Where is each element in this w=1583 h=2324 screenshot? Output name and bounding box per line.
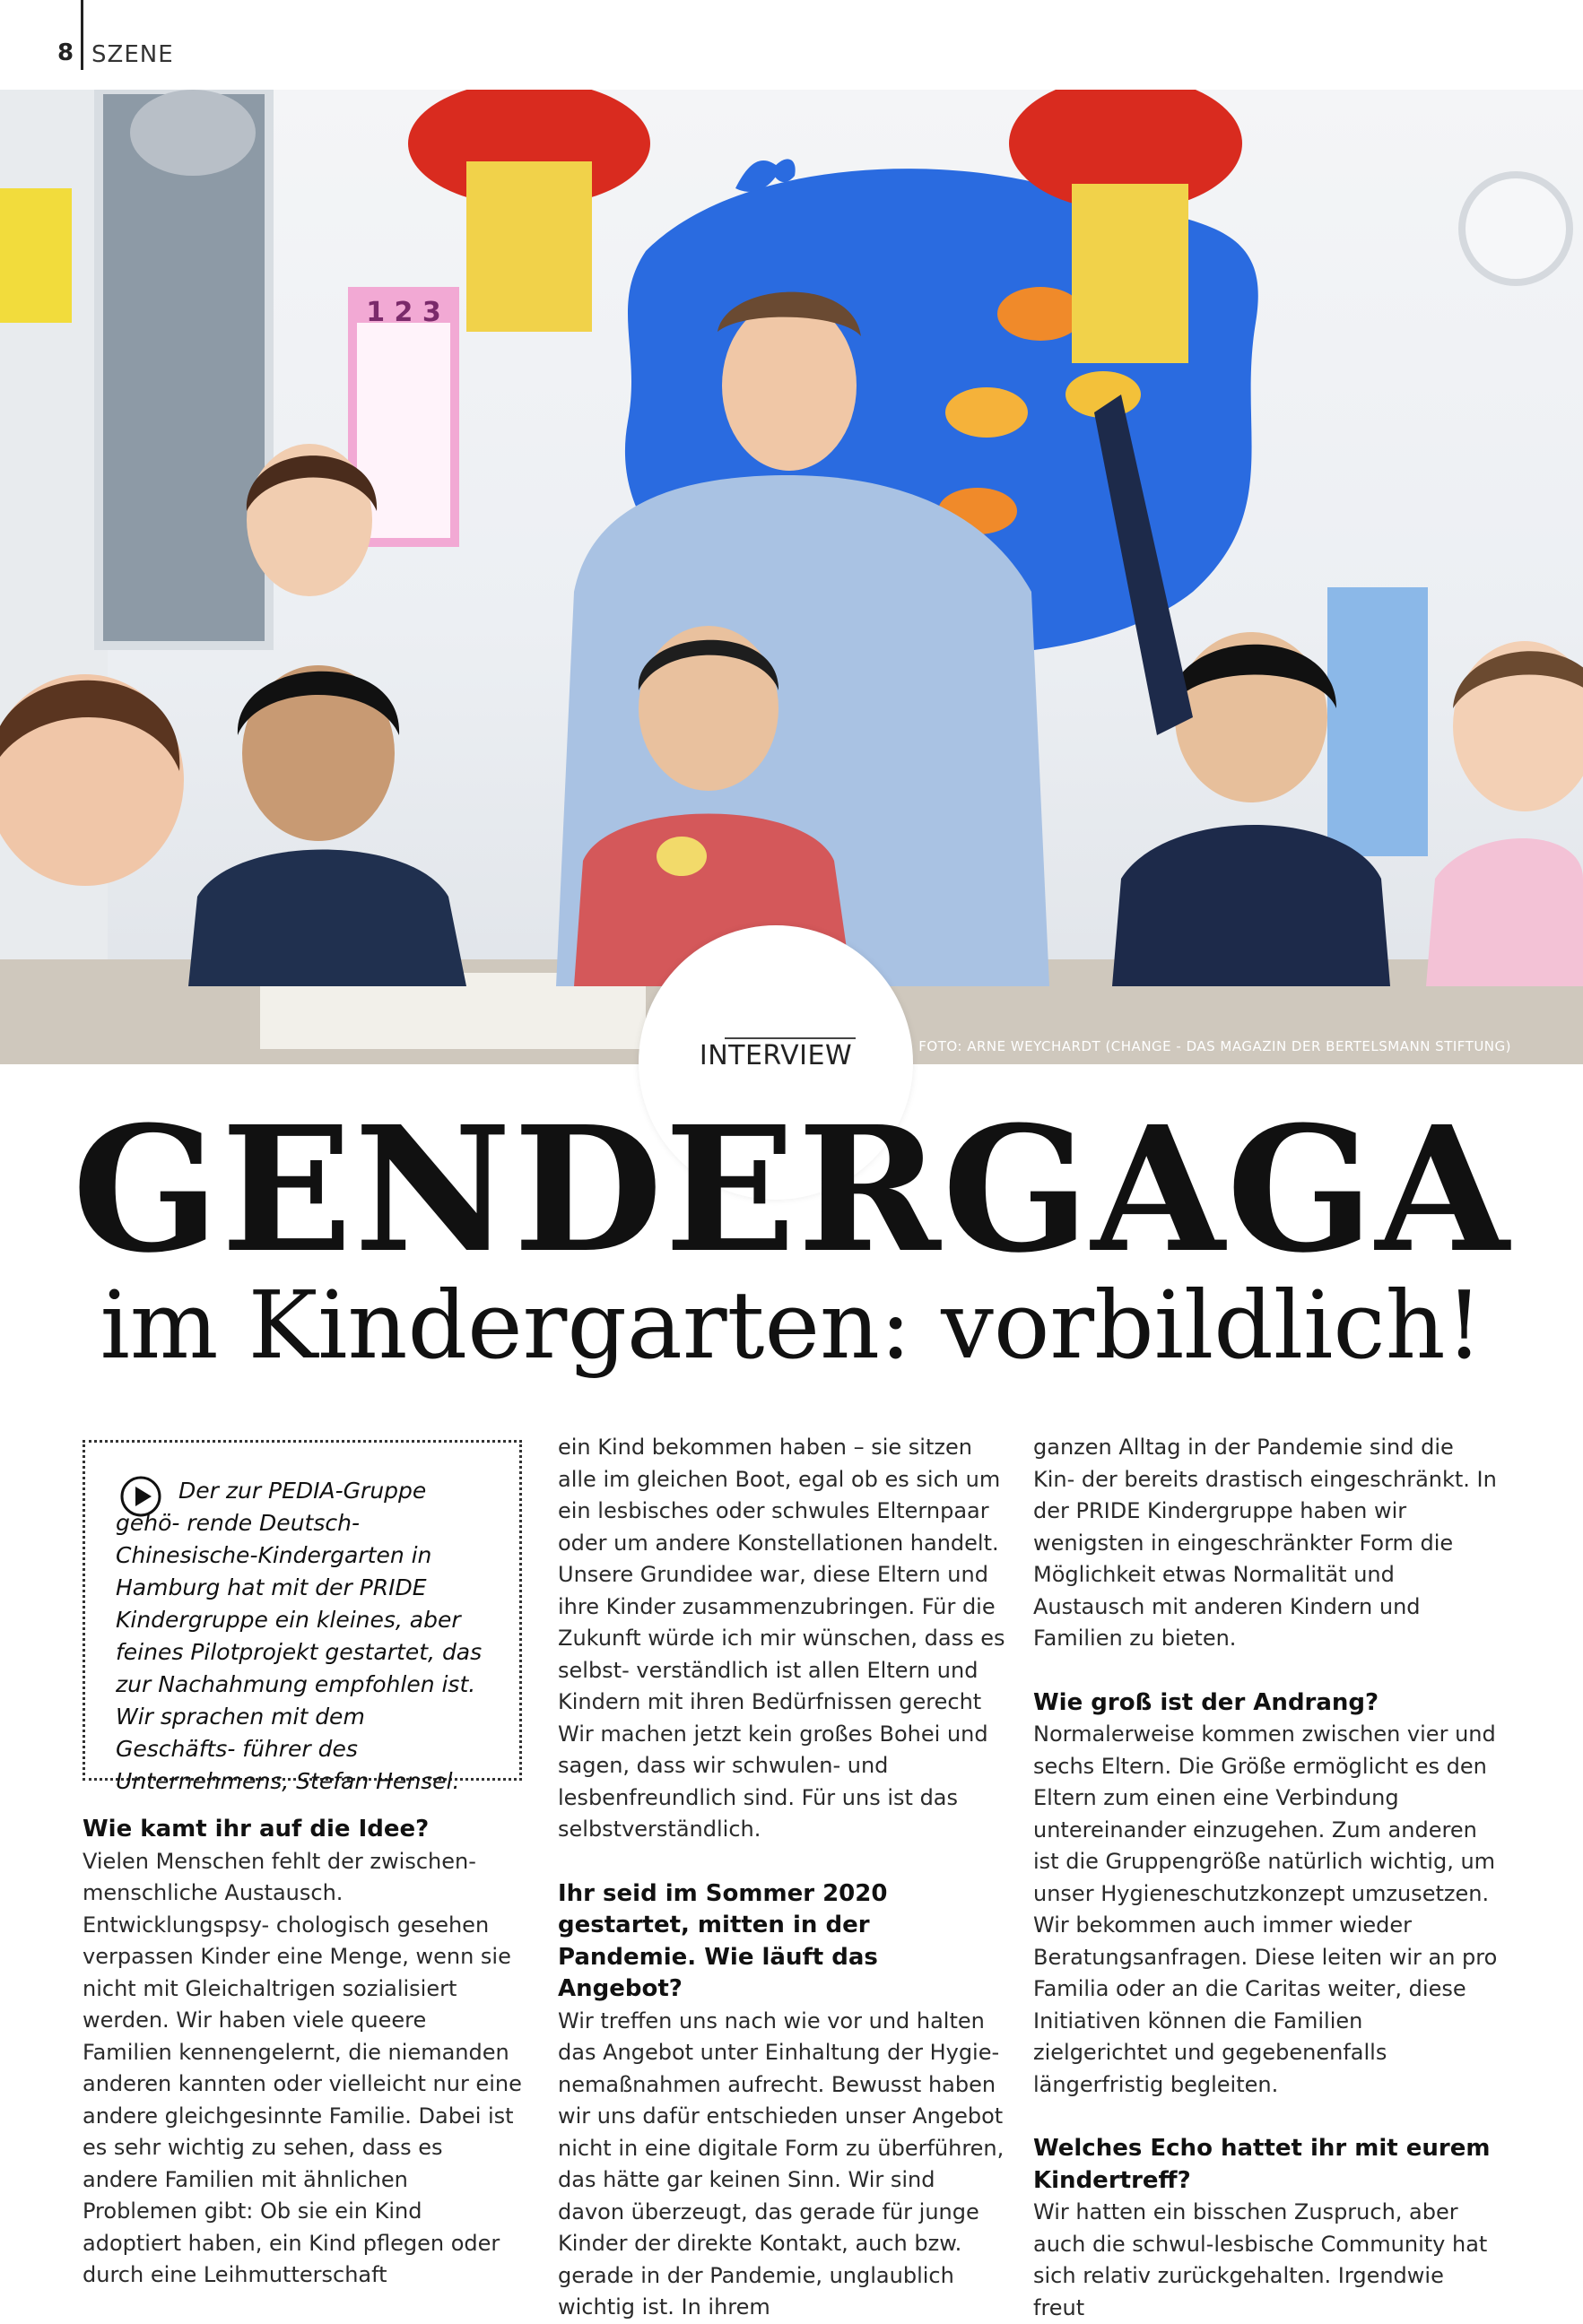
- girl-cardigan: [1112, 825, 1390, 986]
- photo-credit: FOTO: ARNE WEYCHARDT (CHANGE - DAS MAGAZIN DER BERTELSMANN STIFTUNG): [918, 1038, 1511, 1054]
- paragraph-gap: [1033, 2101, 1500, 2133]
- ceiling-lamp: [130, 90, 256, 176]
- paragraph-gap: [1033, 1655, 1500, 1687]
- mural-drop: [771, 159, 796, 182]
- badge-label: INTERVIEW: [699, 1040, 853, 1071]
- answer-text: Normalerweise kommen zwischen vier und sechs Eltern. Die Größe ermöglicht es den Eltern zum einen eine Verbindung untereinander einzugehen. Zum anderen ist die Gruppengröße natürlich wichtig, um unser Hygieneschutzkonzept umzusetzen. Wir bekommen auch immer wieder Beratungsanfragen. Diese leiten wir an pro Familia oder an die Caritas weiter, diese Initiativen können die Familien zielgerichtet und gegebenenfalls längerfristig begleiten.: [1033, 1721, 1498, 2097]
- question-heading: Wie kamt ihr auf die Idee?: [83, 1816, 430, 1843]
- article-column-3: [1033, 1432, 1500, 2324]
- adult-head: [722, 300, 857, 471]
- boy-shirt: [188, 850, 466, 987]
- mural-fish: [997, 287, 1083, 341]
- poster-digits: 1 2 3: [366, 297, 441, 328]
- section-name: SZENE: [91, 41, 174, 68]
- badge-rule: [725, 1037, 856, 1039]
- play-icon: [119, 1475, 162, 1518]
- mural-fish: [945, 387, 1028, 438]
- toy-egg: [657, 837, 707, 876]
- intro-box: [83, 1440, 522, 1794]
- question-heading: Ihr seid im Sommer 2020 gestartet, mitten in der Pandemie. Wie läuft das Angebot?: [558, 1879, 888, 2002]
- running-head: [0, 0, 1583, 90]
- answer-text: ein Kind bekommen haben – sie sitzen alle im gleichen Boot, egal ob es sich um ein lesbisches oder schwules Elternpaar oder um andere Konstellationen handelt. Unsere Grundidee war, diese Eltern und ihre Kinder zusammenzubringen. Für die Zukunft würde ich mir wünschen, dass es selbst- verständlich ist allen Eltern und Kindern mit ihren Bedürfnissen gerecht Wir machen jetzt kein großes Bohei und sagen, dass wir schwulen- und lesbenfreundlich sind. Für uns ist das selbstverständlich.: [558, 1435, 1005, 1842]
- paragraph-gap: [558, 1846, 1006, 1878]
- classroom-photo: [0, 90, 1583, 1064]
- intro-text: Der zur PEDIA-Gruppe gehö- rende Deutsch-Chinesische-Kindergarten in Hamburg hat mit der PRIDE Kindergruppe ein kleines, aber feines Pilotprojekt gestartet, das zur Nachahmung empfohlen ist. Wir sprachen mit dem Geschäfts- führer des Unternehmens, Stefan Hensel.: [116, 1478, 483, 1794]
- subheadline: im Kindergarten: vorbildlich!: [100, 1270, 1483, 1380]
- classroom-photo-illustration: [0, 90, 1583, 1064]
- wall-clock: [1462, 175, 1570, 282]
- article-column-1: [83, 1814, 522, 2292]
- page-rule: [81, 0, 83, 70]
- girl-shirt-far-right: [1426, 838, 1583, 986]
- page-number: 8: [57, 39, 74, 66]
- lantern-tassel-left: [466, 161, 592, 332]
- answer-text: Wir treffen uns nach wie vor und halten das Angebot unter Einhaltung der Hygie- nemaßnahmen aufrecht. Bewusst haben wir uns dafür entschieden unser Angebot nicht in eine digitale Form zu überführen, das hätte gar keinen Sinn. Wir sind davon überzeugt, das gerade für junge Kinder der direkte Kontakt, auch bzw. gerade in der Pandemie, unglaublich wichtig ist. In ihrem: [558, 2007, 1005, 2320]
- lantern-tassel-right: [1072, 184, 1188, 363]
- question-heading: Welches Echo hattet ihr mit eurem Kindertreff?: [1033, 2135, 1491, 2194]
- yellow-note: [0, 188, 72, 323]
- headline: GENDERGAGA: [72, 1089, 1511, 1291]
- question-heading: Wie groß ist der Andrang?: [1033, 1688, 1379, 1716]
- answer-text: Wir hatten ein bisschen Zuspruch, aber auch die schwul-lesbische Community hat sich relativ zurückgehalten. Irgendwie freut: [1033, 2199, 1488, 2320]
- right-poster: [1327, 587, 1428, 856]
- answer-text: Vielen Menschen fehlt der zwischen- menschliche Austausch. Entwicklungspsy- chologisch gesehen verpassen Kinder eine Menge, wenn sie nicht mit Gleichaltrigen sozialisiert werden. Wir haben viele queere Familien kennengelernt, die niemanden anderen kannten oder vielleicht nur eine andere gleichgesinnte Familie. Dabei ist es sehr wichtig zu sehen, dass es andere Familien mit ähnlichen Problemen gibt: Ob sie ein Kind adoptiert haben, ein Kind pflegen oder durch eine Leihmutterschaft: [83, 1848, 522, 2287]
- answer-text: ganzen Alltag in der Pandemie sind die Kin- der bereits drastisch eingeschränkt. In der PRIDE Kindergruppe haben wir wenigsten in eingeschränkter Form die Möglichkeit etwas Normalität und Austausch mit anderen Kindern und Familien zu bieten.: [1033, 1435, 1497, 1651]
- article-column-2: [558, 1432, 1006, 2324]
